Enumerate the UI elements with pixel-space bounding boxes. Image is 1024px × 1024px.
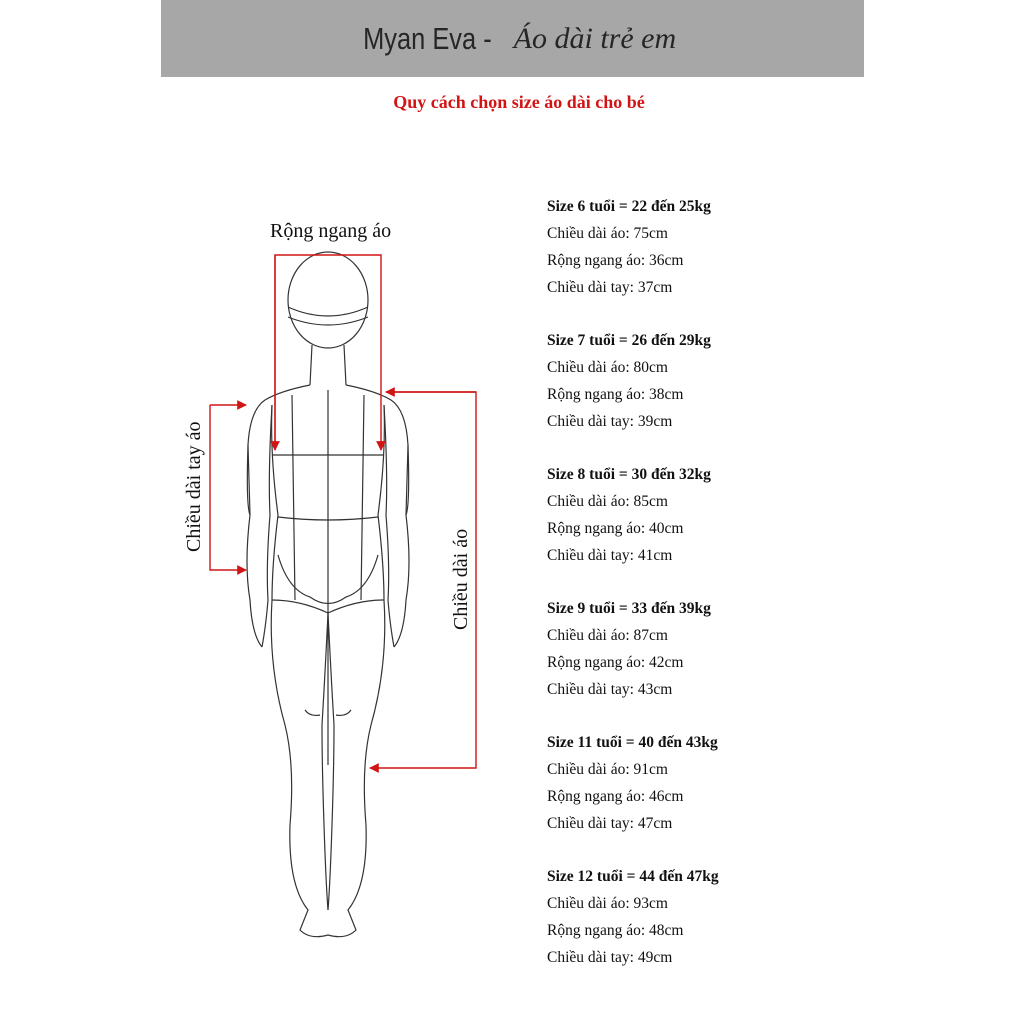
- size-block: [547, 461, 847, 569]
- size-title: Size 6 tuổi = 22 đến 25kg: [547, 198, 711, 215]
- measurement-diagram: [160, 205, 510, 965]
- dress-length-value: Chiều dài áo: 93cm: [547, 895, 668, 912]
- dress-length-value: Chiều dài áo: 80cm: [547, 359, 668, 376]
- chest-width-value: Rộng ngang áo: 40cm: [547, 520, 684, 537]
- chest-width-value: Rộng ngang áo: 42cm: [547, 654, 684, 671]
- sleeve-length-value: Chiều dài tay: 39cm: [547, 413, 673, 430]
- chest-width-label: Rộng ngang áo: [270, 220, 392, 242]
- size-title: Size 11 tuổi = 40 đến 43kg: [547, 734, 718, 751]
- dress-length-label: Chiều dài áo: [450, 528, 472, 630]
- dress-length-value: Chiều dài áo: 91cm: [547, 761, 668, 778]
- chest-width-value: Rộng ngang áo: 48cm: [547, 922, 684, 939]
- size-block: [547, 193, 847, 301]
- sleeve-length-indicator: [210, 405, 246, 570]
- chest-width-value: Rộng ngang áo: 36cm: [547, 252, 684, 269]
- chest-width-value: Rộng ngang áo: 46cm: [547, 788, 684, 805]
- brand-name: Myan Eva -: [362, 20, 492, 56]
- size-title: Size 8 tuổi = 30 đến 32kg: [547, 466, 711, 483]
- header-banner: [161, 0, 864, 77]
- sleeve-length-value: Chiều dài tay: 43cm: [547, 681, 673, 698]
- sleeve-length-value: Chiều dài tay: 37cm: [547, 279, 673, 296]
- body-figure-svg: [160, 205, 510, 965]
- dress-length-value: Chiều dài áo: 85cm: [547, 493, 668, 510]
- brand-tagline: Áo dài trẻ em: [513, 21, 677, 55]
- sleeve-length-label: Chiều dài tay áo: [183, 421, 205, 552]
- sleeve-length-value: Chiều dài tay: 41cm: [547, 547, 673, 564]
- sleeve-length-value: Chiều dài tay: 47cm: [547, 815, 673, 832]
- chest-width-value: Rộng ngang áo: 38cm: [547, 386, 684, 403]
- dress-length-value: Chiều dài áo: 87cm: [547, 627, 668, 644]
- size-title: Size 9 tuổi = 33 đến 39kg: [547, 600, 711, 617]
- size-chart: [547, 193, 847, 997]
- child-figure: [247, 252, 409, 937]
- size-block: [547, 729, 847, 837]
- sleeve-length-value: Chiều dài tay: 49cm: [547, 949, 673, 966]
- dress-length-value: Chiều dài áo: 75cm: [547, 225, 668, 242]
- size-title: Size 12 tuổi = 44 đến 47kg: [547, 868, 719, 885]
- size-block: [547, 863, 847, 971]
- size-title: Size 7 tuổi = 26 đến 29kg: [547, 332, 711, 349]
- size-block: [547, 595, 847, 703]
- page-subtitle: Quy cách chọn size áo dài cho bé: [393, 92, 645, 112]
- size-block: [547, 327, 847, 435]
